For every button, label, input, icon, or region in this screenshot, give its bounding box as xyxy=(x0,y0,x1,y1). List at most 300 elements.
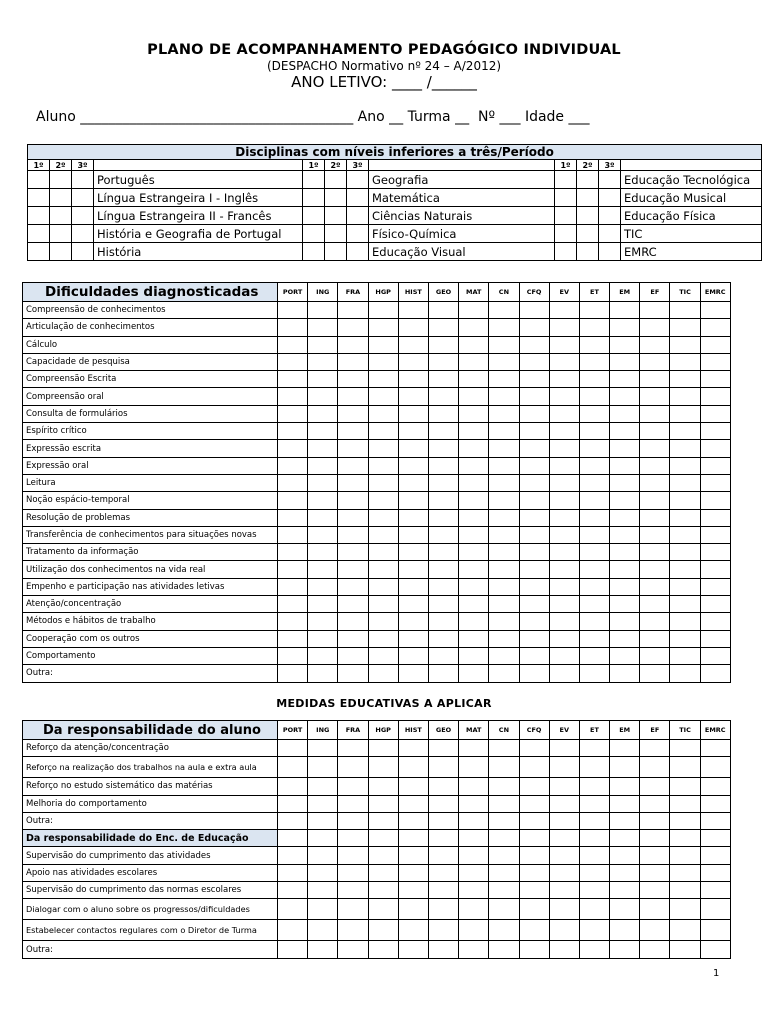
mark-cell[interactable] xyxy=(308,899,338,920)
mark-cell[interactable] xyxy=(278,847,308,864)
mark-cell[interactable] xyxy=(610,864,640,881)
mark-cell[interactable] xyxy=(640,526,670,543)
mark-cell[interactable] xyxy=(489,864,519,881)
mark-cell[interactable] xyxy=(398,740,428,757)
mark-cell[interactable] xyxy=(700,544,730,561)
period-checkbox-cell[interactable] xyxy=(325,225,347,243)
mark-cell[interactable] xyxy=(308,847,338,864)
mark-cell[interactable] xyxy=(459,353,489,370)
mark-cell[interactable] xyxy=(579,665,609,682)
period-checkbox-cell[interactable] xyxy=(577,171,599,189)
mark-cell[interactable] xyxy=(338,457,368,474)
mark-cell[interactable] xyxy=(489,388,519,405)
mark-cell[interactable] xyxy=(670,899,700,920)
mark-cell[interactable] xyxy=(640,596,670,613)
mark-cell[interactable] xyxy=(610,795,640,812)
mark-cell[interactable] xyxy=(338,647,368,664)
period-checkbox-cell[interactable] xyxy=(50,171,72,189)
mark-cell[interactable] xyxy=(308,492,338,509)
mark-cell[interactable] xyxy=(428,847,458,864)
mark-cell[interactable] xyxy=(398,526,428,543)
mark-cell[interactable] xyxy=(640,757,670,778)
mark-cell[interactable] xyxy=(338,778,368,795)
mark-cell[interactable] xyxy=(368,336,398,353)
mark-cell[interactable] xyxy=(308,509,338,526)
mark-cell[interactable] xyxy=(519,544,549,561)
mark-cell[interactable] xyxy=(398,830,428,847)
mark-cell[interactable] xyxy=(700,630,730,647)
period-checkbox-cell[interactable] xyxy=(28,243,50,261)
mark-cell[interactable] xyxy=(610,899,640,920)
mark-cell[interactable] xyxy=(338,847,368,864)
mark-cell[interactable] xyxy=(489,647,519,664)
mark-cell[interactable] xyxy=(700,847,730,864)
mark-cell[interactable] xyxy=(338,319,368,336)
mark-cell[interactable] xyxy=(670,440,700,457)
mark-cell[interactable] xyxy=(670,336,700,353)
mark-cell[interactable] xyxy=(308,302,338,319)
mark-cell[interactable] xyxy=(338,941,368,958)
mark-cell[interactable] xyxy=(610,647,640,664)
mark-cell[interactable] xyxy=(670,812,700,829)
mark-cell[interactable] xyxy=(549,882,579,899)
mark-cell[interactable] xyxy=(338,920,368,941)
mark-cell[interactable] xyxy=(610,423,640,440)
mark-cell[interactable] xyxy=(489,544,519,561)
mark-cell[interactable] xyxy=(610,778,640,795)
mark-cell[interactable] xyxy=(459,526,489,543)
mark-cell[interactable] xyxy=(549,740,579,757)
mark-cell[interactable] xyxy=(338,302,368,319)
mark-cell[interactable] xyxy=(338,864,368,881)
period-checkbox-cell[interactable] xyxy=(72,207,94,225)
mark-cell[interactable] xyxy=(640,509,670,526)
mark-cell[interactable] xyxy=(670,864,700,881)
mark-cell[interactable] xyxy=(519,596,549,613)
mark-cell[interactable] xyxy=(459,899,489,920)
mark-cell[interactable] xyxy=(278,302,308,319)
mark-cell[interactable] xyxy=(700,899,730,920)
mark-cell[interactable] xyxy=(489,812,519,829)
mark-cell[interactable] xyxy=(338,596,368,613)
mark-cell[interactable] xyxy=(428,864,458,881)
mark-cell[interactable] xyxy=(278,457,308,474)
mark-cell[interactable] xyxy=(610,847,640,864)
mark-cell[interactable] xyxy=(640,812,670,829)
mark-cell[interactable] xyxy=(700,509,730,526)
mark-cell[interactable] xyxy=(579,457,609,474)
mark-cell[interactable] xyxy=(278,544,308,561)
mark-cell[interactable] xyxy=(700,812,730,829)
mark-cell[interactable] xyxy=(428,336,458,353)
mark-cell[interactable] xyxy=(338,578,368,595)
mark-cell[interactable] xyxy=(428,647,458,664)
mark-cell[interactable] xyxy=(519,795,549,812)
mark-cell[interactable] xyxy=(368,941,398,958)
mark-cell[interactable] xyxy=(549,405,579,422)
mark-cell[interactable] xyxy=(338,757,368,778)
period-checkbox-cell[interactable] xyxy=(599,225,621,243)
mark-cell[interactable] xyxy=(308,544,338,561)
mark-cell[interactable] xyxy=(459,388,489,405)
mark-cell[interactable] xyxy=(640,830,670,847)
mark-cell[interactable] xyxy=(489,920,519,941)
mark-cell[interactable] xyxy=(428,302,458,319)
mark-cell[interactable] xyxy=(640,665,670,682)
mark-cell[interactable] xyxy=(308,795,338,812)
mark-cell[interactable] xyxy=(579,864,609,881)
period-checkbox-cell[interactable] xyxy=(72,225,94,243)
mark-cell[interactable] xyxy=(670,544,700,561)
mark-cell[interactable] xyxy=(489,561,519,578)
mark-cell[interactable] xyxy=(549,864,579,881)
mark-cell[interactable] xyxy=(610,830,640,847)
mark-cell[interactable] xyxy=(428,778,458,795)
mark-cell[interactable] xyxy=(489,509,519,526)
mark-cell[interactable] xyxy=(459,440,489,457)
mark-cell[interactable] xyxy=(368,740,398,757)
mark-cell[interactable] xyxy=(579,353,609,370)
mark-cell[interactable] xyxy=(338,440,368,457)
mark-cell[interactable] xyxy=(308,647,338,664)
mark-cell[interactable] xyxy=(368,578,398,595)
mark-cell[interactable] xyxy=(489,882,519,899)
period-checkbox-cell[interactable] xyxy=(599,207,621,225)
mark-cell[interactable] xyxy=(428,630,458,647)
mark-cell[interactable] xyxy=(489,630,519,647)
mark-cell[interactable] xyxy=(579,613,609,630)
mark-cell[interactable] xyxy=(368,319,398,336)
period-checkbox-cell[interactable] xyxy=(599,189,621,207)
mark-cell[interactable] xyxy=(579,630,609,647)
mark-cell[interactable] xyxy=(519,353,549,370)
mark-cell[interactable] xyxy=(610,613,640,630)
mark-cell[interactable] xyxy=(368,778,398,795)
mark-cell[interactable] xyxy=(459,544,489,561)
mark-cell[interactable] xyxy=(640,353,670,370)
mark-cell[interactable] xyxy=(549,899,579,920)
mark-cell[interactable] xyxy=(308,778,338,795)
period-checkbox-cell[interactable] xyxy=(347,243,369,261)
mark-cell[interactable] xyxy=(338,388,368,405)
mark-cell[interactable] xyxy=(308,561,338,578)
mark-cell[interactable] xyxy=(640,847,670,864)
mark-cell[interactable] xyxy=(489,613,519,630)
mark-cell[interactable] xyxy=(670,492,700,509)
period-checkbox-cell[interactable] xyxy=(555,171,577,189)
mark-cell[interactable] xyxy=(670,847,700,864)
mark-cell[interactable] xyxy=(368,405,398,422)
mark-cell[interactable] xyxy=(398,795,428,812)
mark-cell[interactable] xyxy=(670,319,700,336)
period-checkbox-cell[interactable] xyxy=(555,207,577,225)
mark-cell[interactable] xyxy=(278,319,308,336)
period-checkbox-cell[interactable] xyxy=(577,243,599,261)
mark-cell[interactable] xyxy=(670,630,700,647)
mark-cell[interactable] xyxy=(459,336,489,353)
mark-cell[interactable] xyxy=(428,492,458,509)
mark-cell[interactable] xyxy=(308,740,338,757)
mark-cell[interactable] xyxy=(670,757,700,778)
mark-cell[interactable] xyxy=(610,882,640,899)
mark-cell[interactable] xyxy=(368,757,398,778)
mark-cell[interactable] xyxy=(700,371,730,388)
mark-cell[interactable] xyxy=(308,353,338,370)
mark-cell[interactable] xyxy=(459,778,489,795)
mark-cell[interactable] xyxy=(610,630,640,647)
mark-cell[interactable] xyxy=(670,578,700,595)
period-checkbox-cell[interactable] xyxy=(72,189,94,207)
mark-cell[interactable] xyxy=(549,457,579,474)
mark-cell[interactable] xyxy=(398,388,428,405)
mark-cell[interactable] xyxy=(549,596,579,613)
mark-cell[interactable] xyxy=(549,795,579,812)
period-checkbox-cell[interactable] xyxy=(577,189,599,207)
mark-cell[interactable] xyxy=(308,864,338,881)
mark-cell[interactable] xyxy=(368,882,398,899)
mark-cell[interactable] xyxy=(519,474,549,491)
mark-cell[interactable] xyxy=(368,371,398,388)
mark-cell[interactable] xyxy=(640,388,670,405)
mark-cell[interactable] xyxy=(428,941,458,958)
mark-cell[interactable] xyxy=(338,899,368,920)
mark-cell[interactable] xyxy=(519,578,549,595)
mark-cell[interactable] xyxy=(610,492,640,509)
mark-cell[interactable] xyxy=(459,630,489,647)
mark-cell[interactable] xyxy=(368,847,398,864)
mark-cell[interactable] xyxy=(610,353,640,370)
mark-cell[interactable] xyxy=(640,630,670,647)
mark-cell[interactable] xyxy=(670,740,700,757)
mark-cell[interactable] xyxy=(610,474,640,491)
mark-cell[interactable] xyxy=(459,665,489,682)
mark-cell[interactable] xyxy=(579,336,609,353)
mark-cell[interactable] xyxy=(308,665,338,682)
mark-cell[interactable] xyxy=(398,561,428,578)
mark-cell[interactable] xyxy=(549,388,579,405)
mark-cell[interactable] xyxy=(308,941,338,958)
mark-cell[interactable] xyxy=(489,319,519,336)
mark-cell[interactable] xyxy=(428,440,458,457)
mark-cell[interactable] xyxy=(428,613,458,630)
mark-cell[interactable] xyxy=(610,509,640,526)
mark-cell[interactable] xyxy=(278,371,308,388)
mark-cell[interactable] xyxy=(398,492,428,509)
mark-cell[interactable] xyxy=(278,561,308,578)
mark-cell[interactable] xyxy=(700,336,730,353)
mark-cell[interactable] xyxy=(368,457,398,474)
mark-cell[interactable] xyxy=(398,423,428,440)
mark-cell[interactable] xyxy=(278,509,308,526)
period-checkbox-cell[interactable] xyxy=(303,225,325,243)
mark-cell[interactable] xyxy=(308,578,338,595)
mark-cell[interactable] xyxy=(579,847,609,864)
mark-cell[interactable] xyxy=(700,665,730,682)
mark-cell[interactable] xyxy=(610,740,640,757)
mark-cell[interactable] xyxy=(640,492,670,509)
mark-cell[interactable] xyxy=(308,613,338,630)
mark-cell[interactable] xyxy=(579,920,609,941)
mark-cell[interactable] xyxy=(700,778,730,795)
mark-cell[interactable] xyxy=(338,474,368,491)
mark-cell[interactable] xyxy=(398,647,428,664)
mark-cell[interactable] xyxy=(489,353,519,370)
mark-cell[interactable] xyxy=(700,882,730,899)
mark-cell[interactable] xyxy=(428,665,458,682)
mark-cell[interactable] xyxy=(459,847,489,864)
mark-cell[interactable] xyxy=(398,578,428,595)
mark-cell[interactable] xyxy=(579,492,609,509)
mark-cell[interactable] xyxy=(549,920,579,941)
mark-cell[interactable] xyxy=(700,474,730,491)
mark-cell[interactable] xyxy=(610,371,640,388)
mark-cell[interactable] xyxy=(640,941,670,958)
mark-cell[interactable] xyxy=(700,405,730,422)
mark-cell[interactable] xyxy=(489,596,519,613)
mark-cell[interactable] xyxy=(700,526,730,543)
mark-cell[interactable] xyxy=(489,757,519,778)
mark-cell[interactable] xyxy=(338,336,368,353)
mark-cell[interactable] xyxy=(640,920,670,941)
mark-cell[interactable] xyxy=(368,795,398,812)
mark-cell[interactable] xyxy=(278,795,308,812)
mark-cell[interactable] xyxy=(519,371,549,388)
mark-cell[interactable] xyxy=(610,665,640,682)
mark-cell[interactable] xyxy=(549,778,579,795)
period-checkbox-cell[interactable] xyxy=(50,243,72,261)
mark-cell[interactable] xyxy=(398,440,428,457)
mark-cell[interactable] xyxy=(610,544,640,561)
mark-cell[interactable] xyxy=(308,596,338,613)
mark-cell[interactable] xyxy=(519,423,549,440)
mark-cell[interactable] xyxy=(428,405,458,422)
mark-cell[interactable] xyxy=(549,630,579,647)
mark-cell[interactable] xyxy=(459,613,489,630)
mark-cell[interactable] xyxy=(338,613,368,630)
mark-cell[interactable] xyxy=(459,319,489,336)
mark-cell[interactable] xyxy=(549,578,579,595)
mark-cell[interactable] xyxy=(338,371,368,388)
mark-cell[interactable] xyxy=(308,440,338,457)
mark-cell[interactable] xyxy=(398,864,428,881)
period-checkbox-cell[interactable] xyxy=(50,189,72,207)
period-checkbox-cell[interactable] xyxy=(555,243,577,261)
mark-cell[interactable] xyxy=(610,457,640,474)
mark-cell[interactable] xyxy=(428,509,458,526)
mark-cell[interactable] xyxy=(640,319,670,336)
mark-cell[interactable] xyxy=(700,319,730,336)
mark-cell[interactable] xyxy=(579,740,609,757)
mark-cell[interactable] xyxy=(519,665,549,682)
mark-cell[interactable] xyxy=(670,423,700,440)
mark-cell[interactable] xyxy=(670,509,700,526)
mark-cell[interactable] xyxy=(489,474,519,491)
mark-cell[interactable] xyxy=(428,757,458,778)
mark-cell[interactable] xyxy=(368,613,398,630)
mark-cell[interactable] xyxy=(398,336,428,353)
mark-cell[interactable] xyxy=(428,920,458,941)
mark-cell[interactable] xyxy=(278,474,308,491)
mark-cell[interactable] xyxy=(278,596,308,613)
mark-cell[interactable] xyxy=(338,544,368,561)
mark-cell[interactable] xyxy=(489,423,519,440)
mark-cell[interactable] xyxy=(640,336,670,353)
mark-cell[interactable] xyxy=(579,830,609,847)
mark-cell[interactable] xyxy=(308,405,338,422)
mark-cell[interactable] xyxy=(549,423,579,440)
mark-cell[interactable] xyxy=(278,647,308,664)
mark-cell[interactable] xyxy=(368,509,398,526)
mark-cell[interactable] xyxy=(519,336,549,353)
mark-cell[interactable] xyxy=(398,941,428,958)
mark-cell[interactable] xyxy=(519,899,549,920)
mark-cell[interactable] xyxy=(278,812,308,829)
mark-cell[interactable] xyxy=(610,941,640,958)
period-checkbox-cell[interactable] xyxy=(347,189,369,207)
mark-cell[interactable] xyxy=(398,509,428,526)
mark-cell[interactable] xyxy=(519,778,549,795)
mark-cell[interactable] xyxy=(338,509,368,526)
mark-cell[interactable] xyxy=(489,740,519,757)
period-checkbox-cell[interactable] xyxy=(303,189,325,207)
mark-cell[interactable] xyxy=(428,795,458,812)
mark-cell[interactable] xyxy=(489,578,519,595)
mark-cell[interactable] xyxy=(338,665,368,682)
mark-cell[interactable] xyxy=(278,740,308,757)
mark-cell[interactable] xyxy=(519,405,549,422)
mark-cell[interactable] xyxy=(700,613,730,630)
mark-cell[interactable] xyxy=(579,778,609,795)
mark-cell[interactable] xyxy=(579,388,609,405)
mark-cell[interactable] xyxy=(308,630,338,647)
mark-cell[interactable] xyxy=(278,613,308,630)
mark-cell[interactable] xyxy=(489,941,519,958)
mark-cell[interactable] xyxy=(519,457,549,474)
mark-cell[interactable] xyxy=(308,371,338,388)
period-checkbox-cell[interactable] xyxy=(303,243,325,261)
mark-cell[interactable] xyxy=(398,665,428,682)
mark-cell[interactable] xyxy=(368,920,398,941)
mark-cell[interactable] xyxy=(278,526,308,543)
mark-cell[interactable] xyxy=(459,474,489,491)
mark-cell[interactable] xyxy=(398,544,428,561)
mark-cell[interactable] xyxy=(549,830,579,847)
mark-cell[interactable] xyxy=(398,405,428,422)
mark-cell[interactable] xyxy=(489,899,519,920)
mark-cell[interactable] xyxy=(368,561,398,578)
mark-cell[interactable] xyxy=(368,864,398,881)
mark-cell[interactable] xyxy=(640,578,670,595)
mark-cell[interactable] xyxy=(519,492,549,509)
mark-cell[interactable] xyxy=(670,920,700,941)
mark-cell[interactable] xyxy=(670,613,700,630)
mark-cell[interactable] xyxy=(579,899,609,920)
mark-cell[interactable] xyxy=(610,440,640,457)
mark-cell[interactable] xyxy=(670,474,700,491)
mark-cell[interactable] xyxy=(670,778,700,795)
mark-cell[interactable] xyxy=(489,830,519,847)
mark-cell[interactable] xyxy=(338,561,368,578)
mark-cell[interactable] xyxy=(549,492,579,509)
mark-cell[interactable] xyxy=(519,388,549,405)
period-checkbox-cell[interactable] xyxy=(555,225,577,243)
mark-cell[interactable] xyxy=(428,371,458,388)
mark-cell[interactable] xyxy=(670,526,700,543)
mark-cell[interactable] xyxy=(610,812,640,829)
mark-cell[interactable] xyxy=(549,474,579,491)
mark-cell[interactable] xyxy=(519,302,549,319)
mark-cell[interactable] xyxy=(700,864,730,881)
